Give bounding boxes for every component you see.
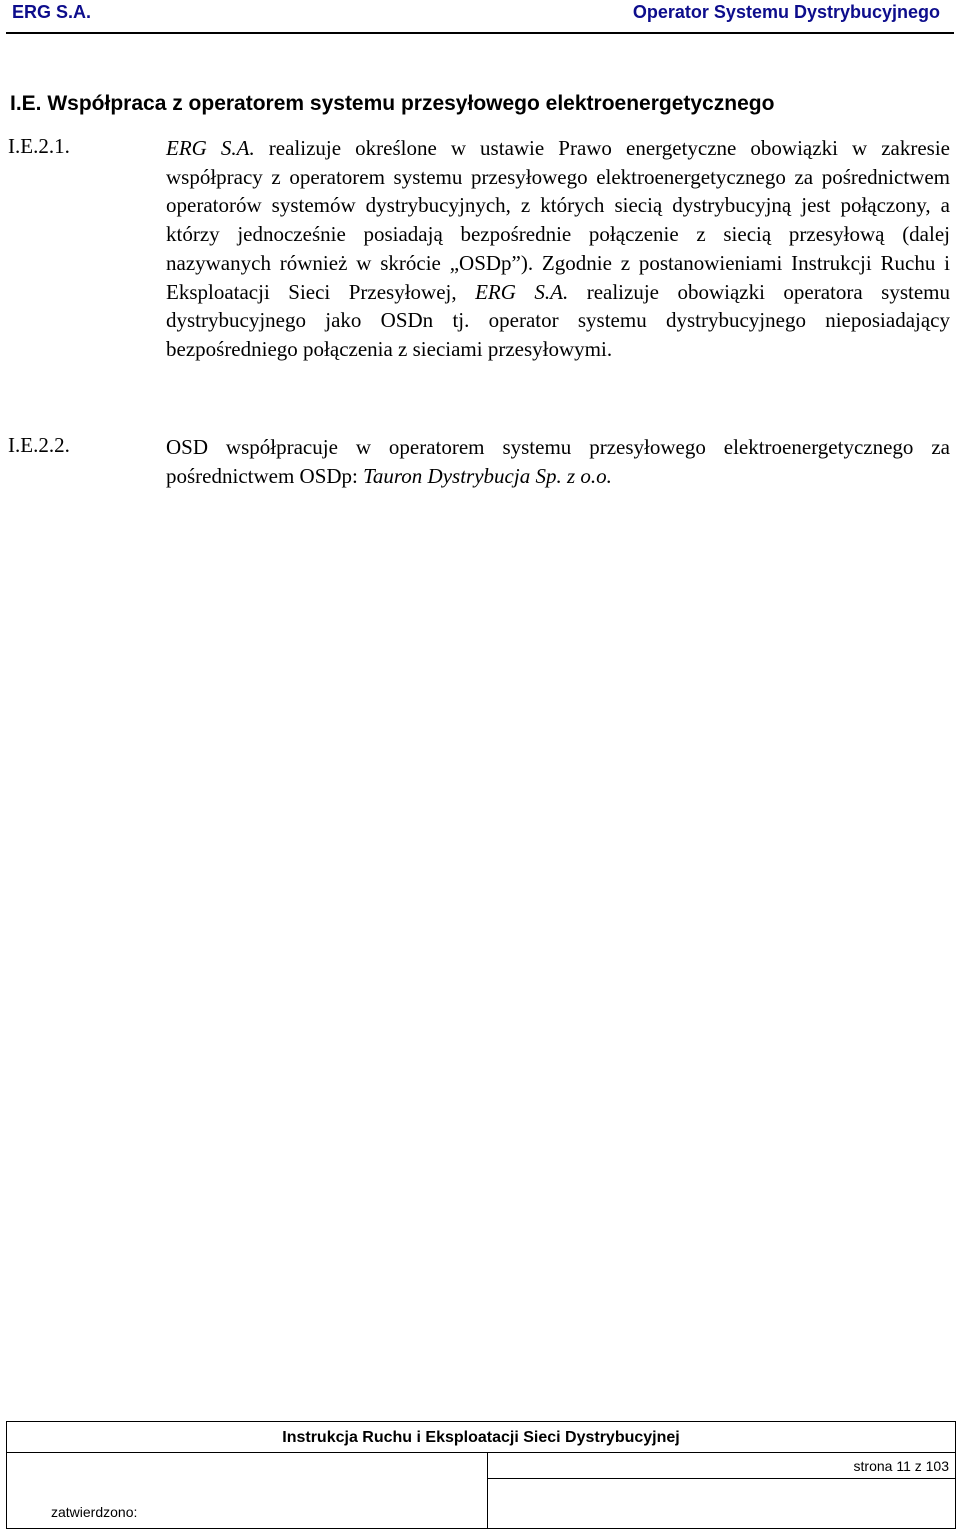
company-reference: ERG S.A. xyxy=(166,136,255,160)
company-reference: ERG S.A. xyxy=(475,279,569,304)
footer-document-title: Instrukcja Ruchu i Eksploatacji Sieci Dystrybucyjnej xyxy=(7,1422,955,1453)
header-divider xyxy=(6,32,954,34)
page-cell-divider xyxy=(487,1478,955,1479)
company-name: ERG S.A. xyxy=(12,2,92,22)
section-title: I.E. Współpraca z operatorem systemu przesyłowego elektroenergetycznego xyxy=(10,92,775,115)
paragraph-text: realizuje określone w ustawie Prawo energetyczne obowiązki w zakresie współpracy z operatorem systemu przesyłowego elektroenergetycznego za pośrednictwem operatorów systemów dystrybucyjnych, z których siecią dystrybucyjną jest połączony, a którzy jednocześnie posiadają bezpośrednie połączenie z siecią przesyłową (dalej nazywanych również w skrócie „OSDp”). Zgodnie z postanowieniami Instrukcji Ruchu i Eksploatacji Sieci Przesyłowej, xyxy=(166,136,950,304)
page-number: strona 11 z 103 xyxy=(853,1458,949,1474)
operator-title: Operator Systemu Dystrybucyjnego xyxy=(632,2,940,22)
page-header xyxy=(0,0,960,36)
paragraph-text: realizuje obowiązki operatora systemu dystrybucyjnego jako OSDn tj. operator systemu dystrybucyjnego nieposiadający bezpośredniego połączenia z sieciami przesyłowymi. xyxy=(166,279,950,361)
paragraph-number: I.E.2.1. xyxy=(8,134,70,158)
paragraph-number: I.E.2.2. xyxy=(8,433,70,457)
paragraph-text: OSD współpracuje w operatorem systemu przesyłowego elektroenergetycznego za pośrednictwem OSDp: xyxy=(166,435,950,488)
page-footer xyxy=(6,1421,956,1529)
approval-cell xyxy=(7,1452,488,1528)
footer-lower-row xyxy=(7,1452,955,1528)
paragraph-body xyxy=(166,433,950,490)
approved-label: zatwierdzono: xyxy=(51,1504,138,1520)
paragraph-body xyxy=(166,134,950,364)
company-reference: Tauron Dystrybucja Sp. z o.o. xyxy=(363,463,612,488)
